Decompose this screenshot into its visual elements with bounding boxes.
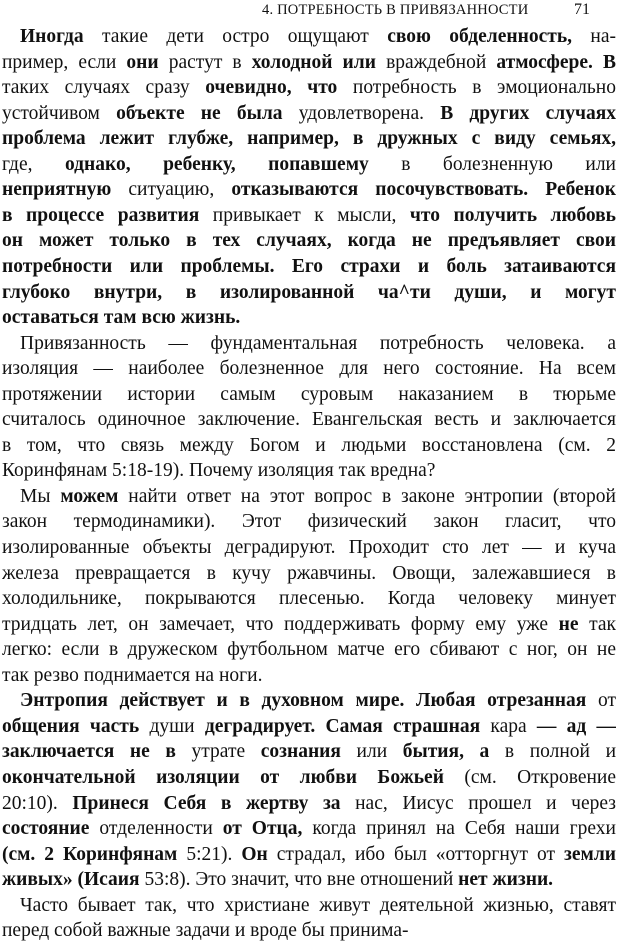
text-run: так [578,613,616,635]
text-line [2,739,616,764]
bold-text-run: (см. 2 Коринфянам [2,843,178,865]
text-run: 53:8). Это значит, что вне отношений [139,869,459,891]
bold-text-run: он может только в тех случаях, когда не предъявляет свои [2,230,616,252]
bold-text-run: живых» (Исаия [2,869,140,891]
bold-text-run: деградирует. Самая страшная [204,715,481,737]
bold-text-run: общения часть [2,715,140,737]
text-run: легко: если в дружеском футбольном матче его сбивают с ног, он не [2,639,616,661]
text-line [20,893,616,918]
text-run: найти ответ на этот вопрос в законе энтропии (второй [118,485,616,507]
text-line [2,433,616,458]
running-head: 4. ПОТРЕБНОСТЬ В ПРИВЯЗАННОСТИ [262,2,529,18]
text-run: закон термодинамики). Этот физический закон гласит, что [2,511,616,533]
text-line [20,484,616,509]
text-run: изоляция — наиболее болезненное для него состояние. На всем [2,358,616,380]
text-line [2,152,616,177]
text-run: таких случаях сразу [2,77,206,99]
text-run: в полной и [489,741,616,763]
text-run: такие дети остро ощущают [83,26,388,47]
text-run: страдал, ибо был «отторгнут от [267,843,565,865]
text-run: (см. Откровение [443,766,616,788]
bold-text-run: потребности или проблемы. Его страхи и боль затаиваются [2,255,616,277]
text-line [2,816,616,841]
text-line [2,177,616,202]
text-run: души [139,715,205,737]
text-run: нас, Иисус прошел и через [340,792,616,814]
text-line [2,356,616,381]
text-run: на- [572,26,616,47]
text-run: утрате [175,741,261,763]
text-run: потребность в эмоционально [337,77,616,99]
bold-text-run: не [558,613,579,635]
bold-text-run: — ад — [536,715,616,737]
text-line [20,688,616,713]
bold-text-run: очевидно, что [205,77,338,99]
text-line [2,203,616,228]
text-run: считалось одиночное заключение. Евангельская весть и заключается [2,409,616,431]
text-run: привыкает к мысли, [199,204,410,226]
bold-text-run: объекте не была [116,102,283,124]
text-line [2,407,616,432]
bold-text-run: что получить любовь [409,204,616,226]
text-run: в болезненную или [368,153,616,175]
bold-text-run: глубоко внутри, в изолированной ча^ти души, и могут [2,281,616,303]
text-run: удовлетворена. [282,102,441,124]
bold-text-run: земли [564,843,616,865]
text-line [2,305,616,330]
text-line [2,535,616,560]
bold-text-run: нет жизни. [458,869,554,891]
text-line [2,765,616,790]
text-run: враждебной [375,51,497,73]
text-run: пример, если [2,51,127,73]
bold-text-run: свою обделенность, [387,26,573,47]
text-line [2,75,616,100]
text-run: Коринфянам 5:18-19). Почему изоляция так вредна? [2,460,436,482]
text-line [2,254,616,279]
text-run: от [586,690,616,712]
text-line [20,24,616,49]
bold-text-run: проблема лежит глубже, например, в дружных с виду семьях, [2,128,616,150]
text-run: перед собой важные задачи и вроде бы принима- [2,920,409,942]
text-line [2,791,616,816]
text-line [2,663,616,688]
text-line [2,714,616,739]
text-run: тридцать лет, он замечает, что поддерживать форму ему уже [2,613,559,635]
bold-text-run: состояние [2,818,90,840]
bold-text-run: Он [241,843,268,865]
text-run: 5:21). [177,843,242,865]
bold-text-run: они [126,51,159,73]
bold-text-run: холодной или [251,51,376,73]
text-run: Мы [20,485,61,507]
text-run: так резво поднимается на ноги. [2,664,263,686]
text-run: или [340,741,403,763]
text-run: в том, что связь между Богом и людьми восстановлена (см. 2 [2,434,616,456]
text-run: когда принял на Себя наши грехи [302,818,616,840]
text-line [2,637,616,662]
page-number: 71 [574,1,590,18]
text-line [2,586,616,611]
text-run: холодильнике, покрываются плесенью. Когда человеку минует [2,588,616,610]
bold-text-run: оставаться там всю жизнь. [2,307,241,329]
bold-text-run: в процессе развития [2,204,200,226]
text-line [2,458,616,483]
bold-text-run: Иногда [20,26,84,47]
bold-text-run: В других случаях [440,102,616,124]
text-line [2,101,616,126]
bold-text-run: Принеся Себя в жертву за [72,792,341,814]
text-line [2,842,616,867]
text-line [2,228,616,253]
bold-text-run: однако, ребенку, попавшему [64,153,369,175]
text-run: отделенности [89,818,223,840]
text-run: где, [2,153,65,175]
bold-text-run: сознания [260,741,341,763]
text-run: железа превращается в кучу ржавчины. Овощи, залежавшиеся в [2,562,616,584]
bold-text-run: заключается не в [2,741,176,763]
text-run: 20:10). [2,792,73,814]
text-line [2,509,616,534]
text-run: протяжении истории самым суровым наказанием в тюрьме [2,383,616,405]
bold-text-run: неприятную [2,179,112,201]
text-line [2,50,616,75]
text-run: Привязанность — фундаментальная потребность человека. а [20,332,616,354]
text-run: Часто бывает так, что христиане живут деятельной жизнью, ставят [20,894,616,916]
text-line [2,867,616,892]
text-run: ситуацию, [111,179,232,201]
bold-text-run: отказываются посочувствовать. Ребенок [231,179,616,201]
bold-text-run: от Отца, [222,818,303,840]
bold-text-run: бытия, а [402,741,490,763]
bold-text-run: окончательной изоляции от любви Божьей [2,766,444,788]
text-run: кара [480,715,537,737]
text-line [2,280,616,305]
text-run: растут в [158,51,252,73]
text-line [2,561,616,586]
text-line [20,331,616,356]
text-run: изолированные объекты деградируют. Проходит сто лет — и куча [2,537,616,558]
bold-text-run: можем [60,485,119,507]
text-line [2,126,616,151]
text-line [2,612,616,637]
bold-text-run: атмосфере. В [496,51,616,73]
text-line [2,918,616,943]
text-run: устойчивом [2,102,117,124]
text-line [2,382,616,407]
bold-text-run: Энтропия действует и в духовном мире. Любая отрезанная [20,690,587,712]
